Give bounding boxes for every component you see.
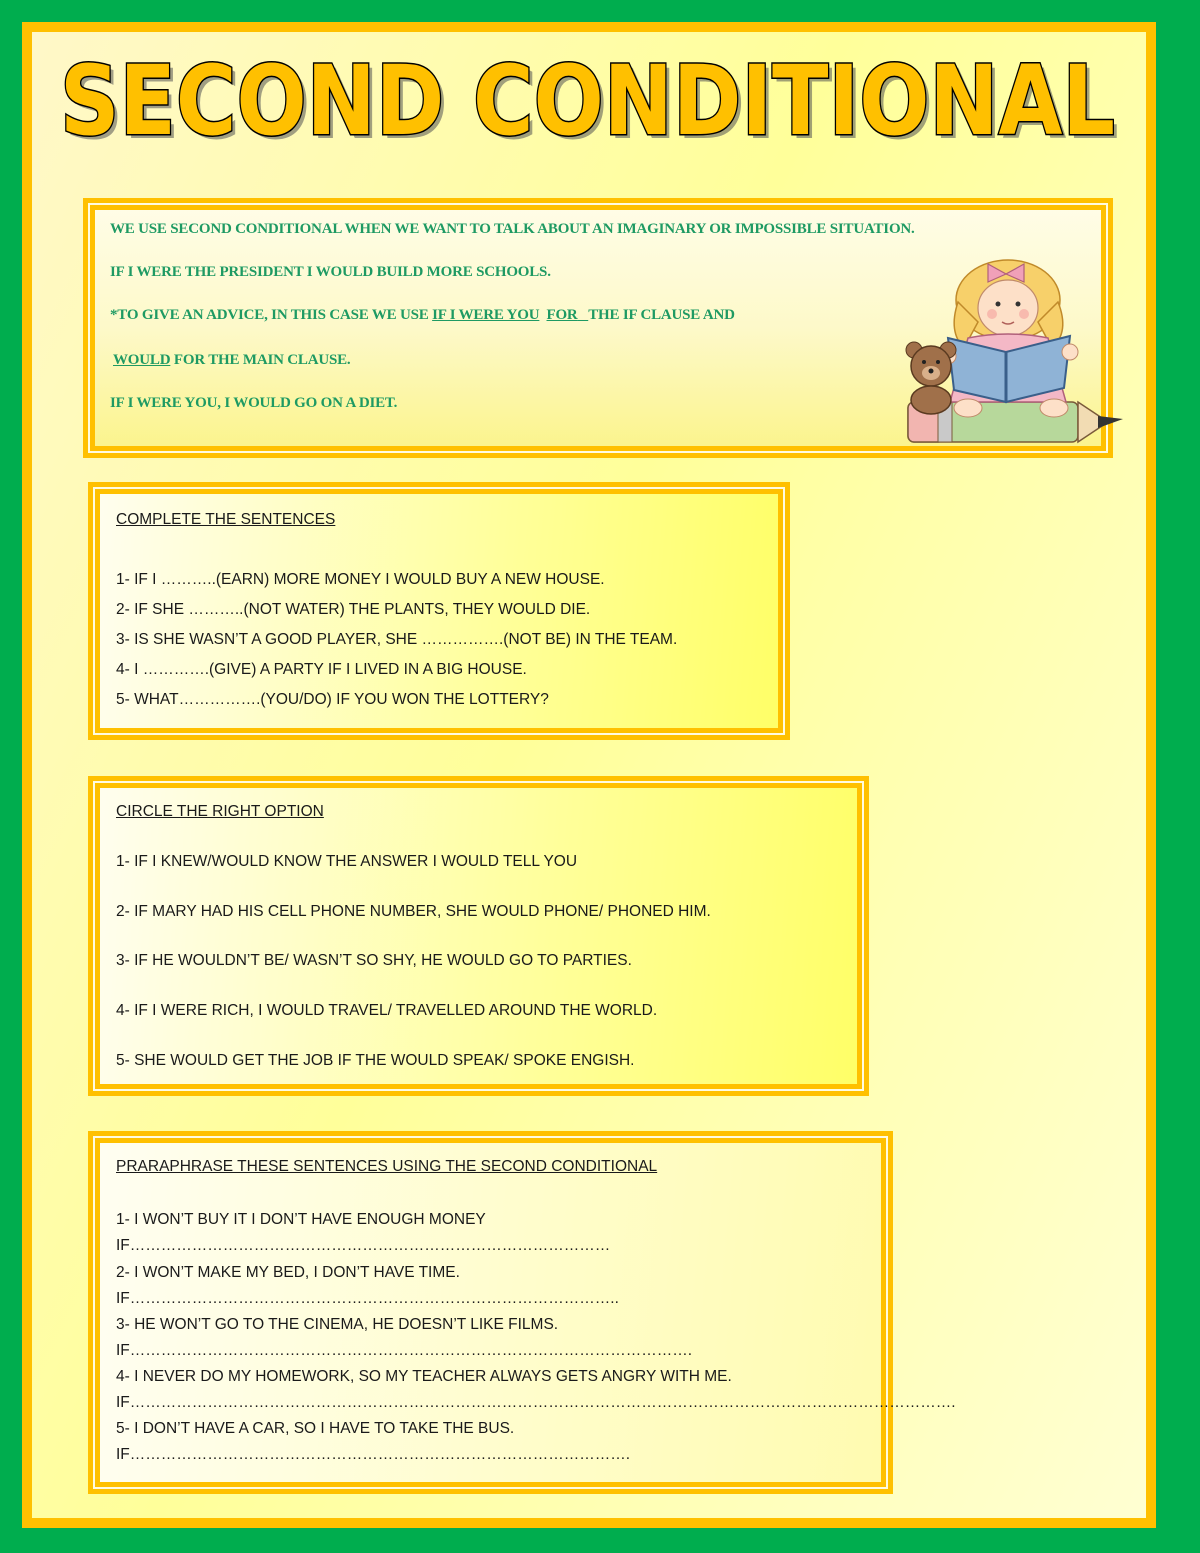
exercise-1-item: 3- IS SHE WASN’T A GOOD PLAYER, SHE …………….(NOT BE) IN THE TEAM. bbox=[116, 631, 678, 648]
intro-line-3 bbox=[110, 307, 735, 324]
intro-line-3-text: *TO GIVE AN ADVICE, IN THIS CASE WE USE bbox=[110, 307, 433, 323]
exercise-3-item: 5- I DON’T HAVE A CAR, SO I HAVE TO TAKE THE BUS. bbox=[116, 1420, 515, 1437]
exercise-3-item: 3- HE WON’T GO TO THE CINEMA, HE DOESN’T LIKE FILMS. bbox=[116, 1316, 559, 1333]
intro-line-5: IF I WERE YOU, I WOULD GO ON A DIET. bbox=[110, 395, 398, 411]
answer-line: IF……………………………………………………………………………………. bbox=[116, 1446, 631, 1463]
exercise-1-item: 5- WHAT…………….(YOU/DO) IF YOU WON THE LOTTERY? bbox=[116, 691, 549, 708]
exercise-2-item: 5- SHE WOULD GET THE JOB IF THE WOULD SPEAK/ SPOKE ENGISH. bbox=[116, 1052, 635, 1069]
exercise-1-heading: COMPLETE THE SENTENCES bbox=[116, 511, 336, 528]
exercise-2-item: 3- IF HE WOULDN’T BE/ WASN’T SO SHY, HE WOULD GO TO PARTIES. bbox=[116, 952, 632, 969]
title-text: SECOND CONDITIONAL bbox=[60, 45, 1115, 152]
title-shadow: SECOND CONDITIONAL bbox=[64, 49, 1119, 152]
intro-line-4-tail: FOR THE MAIN CLAUSE. bbox=[170, 352, 351, 368]
intro-keyword-for: FOR bbox=[546, 307, 578, 323]
intro-line-2: IF I WERE THE PRESIDENT I WOULD BUILD MORE SCHOOLS. bbox=[110, 264, 551, 280]
answer-line: IF……………………………………………………………………………………………………………………………………………. bbox=[116, 1394, 956, 1411]
intro-keyword-would: WOULD bbox=[113, 352, 171, 368]
exercise-2-item: 4- IF I WERE RICH, I WOULD TRAVEL/ TRAVELLED AROUND THE WORLD. bbox=[116, 1002, 658, 1019]
intro-line-3-tail: THE IF CLAUSE AND bbox=[588, 307, 735, 323]
intro-line-4 bbox=[113, 352, 350, 369]
exercise-3-item: 1- I WON’T BUY IT I DON’T HAVE ENOUGH MONEY bbox=[116, 1211, 486, 1228]
exercise-3-item: 4- I NEVER DO MY HOMEWORK, SO MY TEACHER ALWAYS GETS ANGRY WITH ME. bbox=[116, 1368, 732, 1385]
exercise-paraphrase-box bbox=[88, 1131, 956, 1494]
exercise-circle-box bbox=[88, 776, 869, 1096]
intro-line-1: WE USE SECOND CONDITIONAL WHEN WE WANT TO TALK ABOUT AN IMAGINARY OR IMPOSSIBLE SITUATION. bbox=[110, 221, 915, 237]
exercise-2-heading: CIRCLE THE RIGHT OPTION bbox=[116, 803, 324, 820]
exercise-1-item: 1- IF I ………..(EARN) MORE MONEY I WOULD BUY A NEW HOUSE. bbox=[116, 571, 605, 588]
exercise-3-item: 2- I WON’T MAKE MY BED, I DON’T HAVE TIME. bbox=[116, 1264, 460, 1281]
exercise-complete-box bbox=[88, 482, 790, 740]
exercise-3-heading: PRARAPHRASE THESE SENTENCES USING THE SECOND CONDITIONAL bbox=[116, 1158, 658, 1175]
page-title bbox=[50, 42, 1120, 152]
answer-line: IF………………………………………………………………………………… bbox=[116, 1237, 611, 1254]
girl-reading-illustration bbox=[898, 252, 1126, 448]
exercise-2-item: 2- IF MARY HAD HIS CELL PHONE NUMBER, SHE WOULD PHONE/ PHONED HIM. bbox=[116, 903, 711, 920]
answer-line: IF………………………………………………………………………………………………. bbox=[116, 1342, 693, 1359]
intro-keyword-if-i-were-you: IF I WERE YOU bbox=[432, 307, 540, 323]
exercise-1-item: 4- I ………….(GIVE) A PARTY IF I LIVED IN A BIG HOUSE. bbox=[116, 661, 527, 678]
exercise-2-item: 1- IF I KNEW/WOULD KNOW THE ANSWER I WOULD TELL YOU bbox=[116, 853, 578, 870]
teddy-bear-icon bbox=[906, 342, 956, 414]
exercise-1-item: 2- IF SHE ………..(NOT WATER) THE PLANTS, THEY WOULD DIE. bbox=[116, 601, 591, 618]
answer-line: IF………………………………………………………………………………….. bbox=[116, 1290, 619, 1307]
